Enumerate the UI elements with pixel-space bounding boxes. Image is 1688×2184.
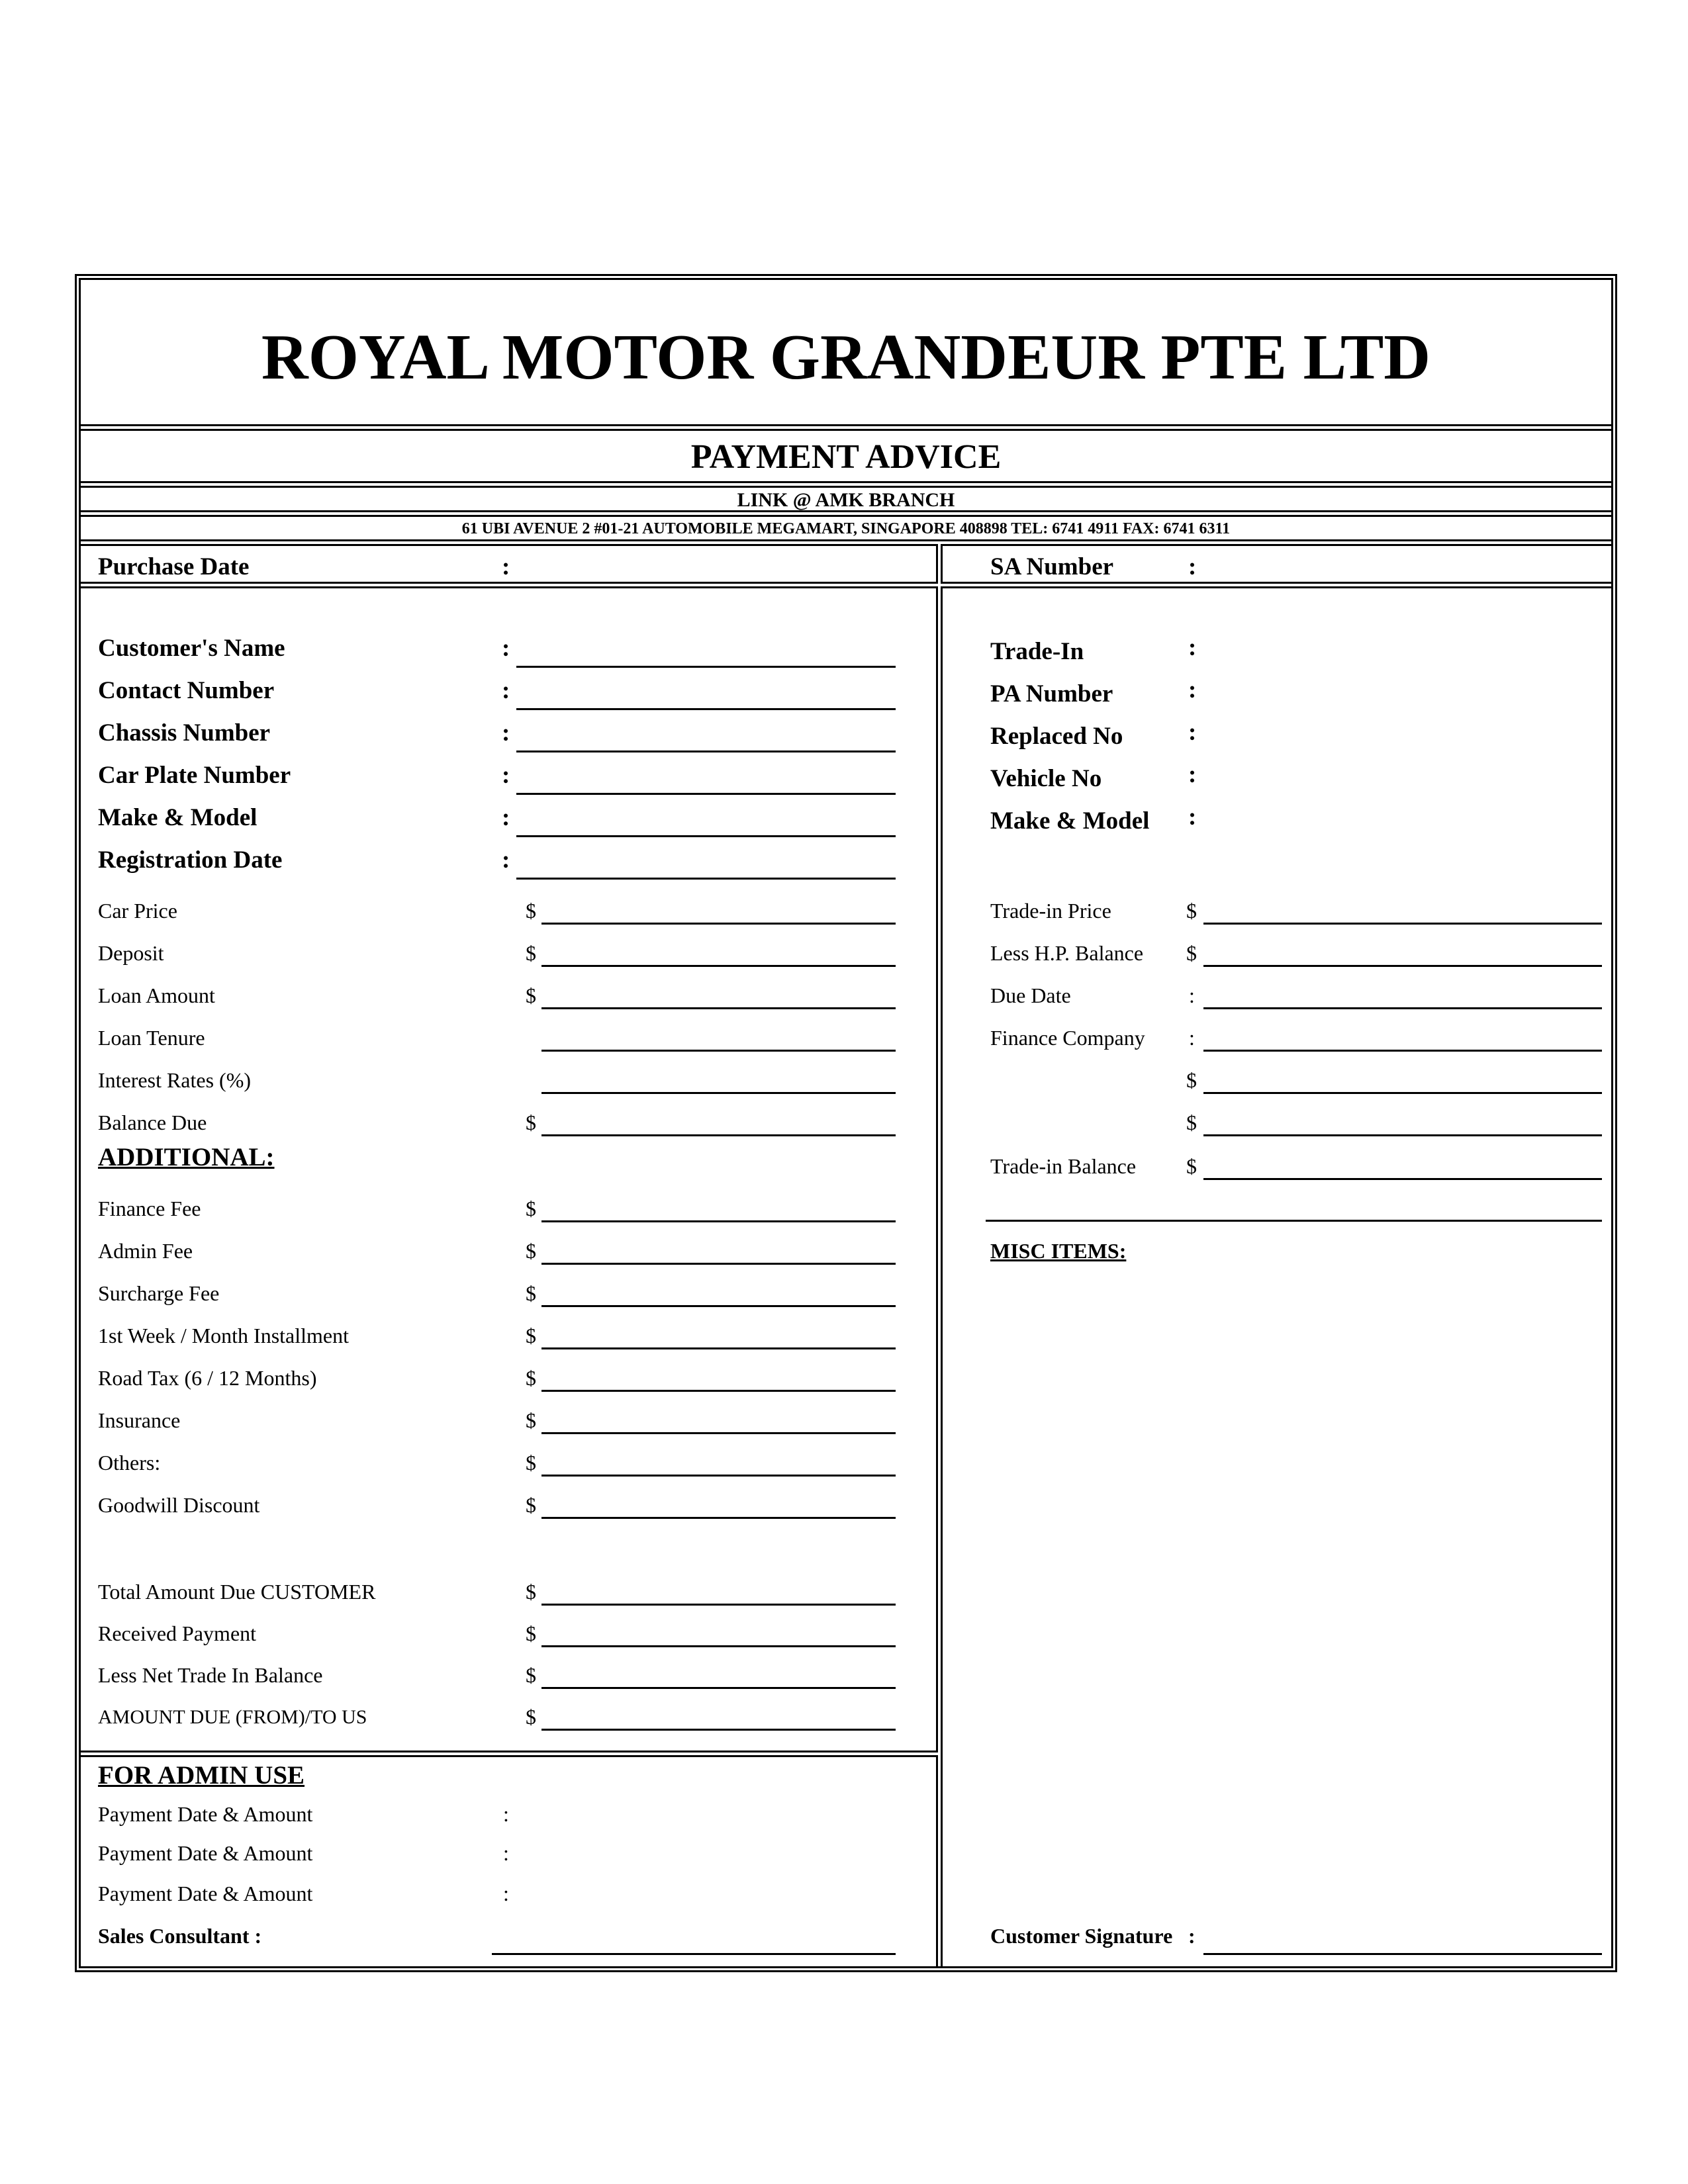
trade-money-input-line[interactable]	[1203, 1092, 1602, 1094]
field-colon: :	[502, 677, 510, 704]
trade-money-input-line[interactable]	[1203, 923, 1602, 925]
address-line: 61 UBI AVENUE 2 #01-21 AUTOMOBILE MEGAMART, SINGAPORE 408898 TEL: 6741 4911 FAX: 6741 6311	[461, 520, 1231, 537]
trade-in-colon: :	[1188, 676, 1197, 704]
trade-in-colon: :	[1188, 803, 1197, 831]
trade-in-label: Trade-In	[990, 638, 1084, 665]
money-input-line[interactable]	[541, 923, 896, 925]
divider-line	[986, 1220, 1602, 1222]
trade-in-balance-label: Trade-in Balance	[990, 1154, 1137, 1178]
purchase-date-colon: :	[502, 553, 510, 580]
admin-row-label: Payment Date & Amount	[98, 1882, 313, 1905]
trade-money-input-line[interactable]	[1203, 1134, 1602, 1136]
admin-row-colon: :	[503, 1802, 509, 1826]
trade-money-input-line[interactable]	[1203, 965, 1602, 967]
trade-money-symbol: $	[1186, 941, 1197, 965]
field-colon: :	[502, 719, 510, 747]
currency-symbol: $	[526, 1705, 536, 1729]
money-input-line[interactable]	[541, 1092, 896, 1094]
currency-symbol: $	[526, 1366, 536, 1390]
trade-money-label: Less H.P. Balance	[990, 941, 1144, 965]
money-input-line[interactable]	[541, 1050, 896, 1052]
trade-in-label: PA Number	[990, 680, 1113, 707]
total-input-line[interactable]	[541, 1604, 896, 1606]
total-label: AMOUNT DUE (FROM)/TO US	[98, 1706, 367, 1728]
branch-name: LINK @ AMK BRANCH	[737, 489, 955, 511]
currency-symbol: $	[526, 1493, 536, 1517]
money-label: Balance Due	[98, 1111, 207, 1134]
field-label: Chassis Number	[98, 719, 271, 747]
trade-money-symbol: :	[1189, 1026, 1195, 1050]
money-label: Deposit	[98, 941, 164, 965]
additional-label: Goodwill Discount	[98, 1493, 260, 1517]
currency-symbol: $	[526, 1197, 536, 1220]
additional-input-line[interactable]	[541, 1347, 896, 1349]
customer-signature-input-line[interactable]	[1203, 1953, 1602, 1955]
trade-money-input-line[interactable]	[1203, 1007, 1602, 1009]
currency-symbol: $	[526, 983, 536, 1007]
customer-signature-label: Customer Signature	[990, 1924, 1173, 1948]
admin-row-label: Payment Date & Amount	[98, 1802, 313, 1826]
trade-money-symbol: :	[1189, 983, 1195, 1007]
field-input-line[interactable]	[516, 835, 896, 837]
trade-in-label: Replaced No	[990, 723, 1123, 750]
title-box	[79, 429, 1613, 483]
field-label: Customer's Name	[98, 635, 285, 662]
field-colon: :	[502, 804, 510, 831]
customer-signature-colon: :	[1188, 1924, 1196, 1948]
additional-label: Admin Fee	[98, 1239, 193, 1263]
additional-input-line[interactable]	[541, 1432, 896, 1434]
branch-box	[79, 486, 1613, 512]
trade-money-label: Due Date	[990, 983, 1071, 1007]
money-label: Loan Amount	[98, 983, 215, 1007]
admin-row-label: Payment Date & Amount	[98, 1841, 313, 1865]
additional-label: Insurance	[98, 1408, 181, 1432]
trade-money-label: Finance Company	[990, 1026, 1145, 1050]
address-box	[79, 515, 1613, 541]
additional-input-line[interactable]	[541, 1390, 896, 1392]
trade-in-colon: :	[1188, 761, 1197, 788]
field-label: Contact Number	[98, 677, 275, 704]
currency-symbol: $	[526, 941, 536, 965]
currency-symbol: $	[526, 1281, 536, 1305]
additional-input-line[interactable]	[541, 1263, 896, 1265]
admin-heading: FOR ADMIN USE	[98, 1761, 305, 1790]
field-input-line[interactable]	[516, 793, 896, 795]
trade-money-symbol: $	[1186, 1068, 1197, 1092]
total-input-line[interactable]	[541, 1687, 896, 1689]
field-label: Make & Model	[98, 804, 258, 831]
additional-heading: ADDITIONAL:	[98, 1143, 275, 1171]
currency-symbol: $	[526, 899, 536, 923]
admin-row-colon: :	[503, 1882, 509, 1905]
money-label: Interest Rates (%)	[98, 1068, 252, 1092]
company-box	[79, 278, 1613, 426]
additional-label: Finance Fee	[98, 1197, 201, 1220]
trade-money-symbol: $	[1186, 1111, 1197, 1134]
additional-label: Surcharge Fee	[98, 1281, 220, 1305]
document-title: PAYMENT ADVICE	[690, 438, 1002, 476]
additional-input-line[interactable]	[541, 1475, 896, 1477]
total-input-line[interactable]	[541, 1645, 896, 1647]
money-label: Loan Tenure	[98, 1026, 205, 1050]
additional-input-line[interactable]	[541, 1517, 896, 1519]
sa-number-label: SA Number	[990, 553, 1114, 580]
total-label: Total Amount Due CUSTOMER	[98, 1580, 376, 1604]
misc-items-heading: MISC ITEMS:	[990, 1239, 1127, 1263]
money-input-line[interactable]	[541, 965, 896, 967]
additional-label: Road Tax (6 / 12 Months)	[98, 1366, 317, 1390]
field-colon: :	[502, 846, 510, 874]
currency-symbol: $	[526, 1239, 536, 1263]
trade-money-input-line[interactable]	[1203, 1050, 1602, 1052]
trade-in-colon: :	[1188, 719, 1197, 746]
field-colon: :	[502, 762, 510, 789]
field-label: Car Plate Number	[98, 762, 291, 789]
field-input-line[interactable]	[516, 666, 896, 668]
trade-in-balance-input-line[interactable]	[1203, 1178, 1602, 1180]
additional-input-line[interactable]	[541, 1305, 896, 1307]
currency-symbol: $	[526, 1111, 536, 1134]
sa-number-colon: :	[1188, 553, 1197, 580]
total-input-line[interactable]	[541, 1729, 896, 1731]
sales-consultant-label: Sales Consultant :	[98, 1924, 262, 1948]
currency-symbol: $	[526, 1663, 536, 1687]
field-label: Registration Date	[98, 846, 283, 874]
trade-in-label: Vehicle No	[990, 765, 1102, 792]
currency-symbol: $	[526, 1408, 536, 1432]
money-input-line[interactable]	[541, 1134, 896, 1136]
purchase-date-label: Purchase Date	[98, 553, 250, 580]
money-input-line[interactable]	[541, 1007, 896, 1009]
additional-input-line[interactable]	[541, 1220, 896, 1222]
currency-symbol: $	[526, 1451, 536, 1475]
total-label: Received Payment	[98, 1621, 257, 1645]
currency-symbol: $	[526, 1324, 536, 1347]
trade-in-colon: :	[1188, 634, 1197, 661]
currency-symbol: $	[526, 1621, 536, 1645]
total-label: Less Net Trade In Balance	[98, 1663, 323, 1687]
trade-money-label: Trade-in Price	[990, 899, 1111, 923]
money-label: Car Price	[98, 899, 177, 923]
company-name: ROYAL MOTOR GRANDEUR PTE LTD	[261, 322, 1431, 393]
trade-in-label: Make & Model	[990, 807, 1150, 835]
field-input-line[interactable]	[516, 878, 896, 880]
field-colon: :	[502, 635, 510, 662]
misc-items-area[interactable]	[986, 1271, 1602, 1906]
sales-consultant-input-line[interactable]	[492, 1953, 896, 1955]
admin-row-colon: :	[503, 1841, 509, 1865]
additional-label: 1st Week / Month Installment	[98, 1324, 350, 1347]
trade-money-symbol: $	[1186, 899, 1197, 923]
trade-money-symbol: $	[1186, 1154, 1197, 1178]
field-input-line[interactable]	[516, 708, 896, 710]
currency-symbol: $	[526, 1580, 536, 1604]
field-input-line[interactable]	[516, 751, 896, 752]
additional-label: Others:	[98, 1451, 161, 1475]
